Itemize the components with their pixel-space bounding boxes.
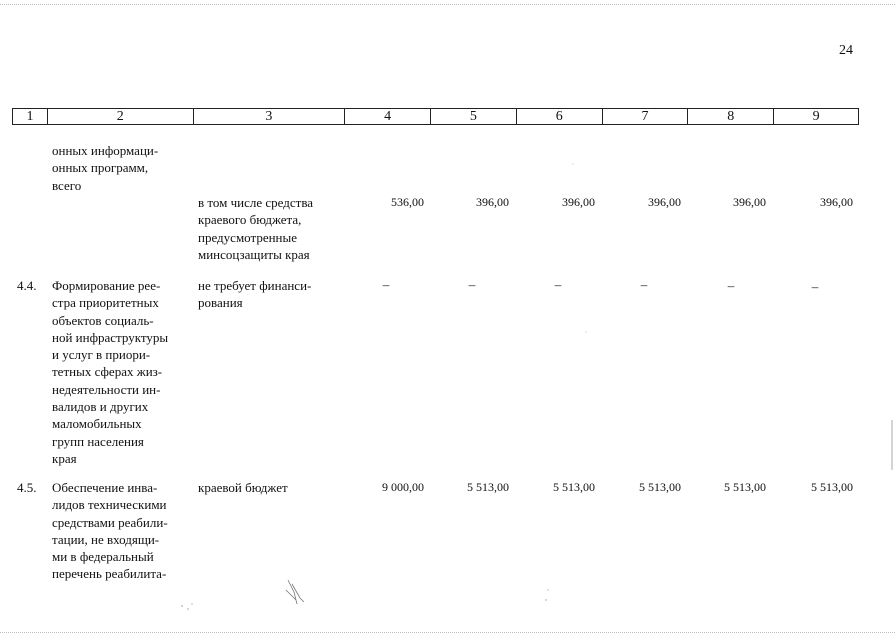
row-4-5-description-line: тации, не входящи- [52,531,160,547]
row-number-4-4: 4.4. [17,278,37,293]
row-1-description-line: онных информаци- [52,143,159,158]
row-4-4-description-line: Формирование рее- [52,278,161,293]
header-cell-5: 5 [431,109,517,124]
row-4-4-description-line: стра приоритетных [52,295,159,311]
row-4-4-description-line: тетных сферах жиз- [52,364,163,380]
header-cell-2: 2 [48,109,194,124]
row-4-4-description-line: недеятельности ин- [52,381,161,397]
row-1-description-line: всего [52,177,82,193]
speckles [181,164,586,610]
row-4-5-description-line: ми в федеральный [52,549,154,565]
row-1-value-col7: 396,00 [648,195,681,209]
row-4-4-description-line: ной инфраструктуры [52,329,169,345]
row-1-value-col6: 396,00 [562,195,595,209]
header-cell-3: 3 [194,109,346,124]
row-4-4-description-line: групп населения [52,433,144,449]
header-cell-1: 1 [13,109,48,124]
row-4-5-description-line: Обеспечение инва- [52,480,158,495]
row-1-funding-line: минсоцзащиты края [198,246,310,262]
row-4-5-value-col6: 5 513,00 [553,480,595,494]
row-1-value-col5: 396,00 [476,195,509,209]
row-4-5-value-col9: 5 513,00 [811,480,853,494]
header-cell-4: 4 [345,109,431,124]
row-4-5-description-line: перечень реабилита- [52,566,167,582]
header-cell-7: 7 [603,109,689,124]
row-4-5-value-col7: 5 513,00 [639,480,681,494]
pen-mark [286,580,304,604]
row-1-value-col9: 396,00 [820,195,853,209]
row-4-5-description-line: лидов техническими [52,497,167,513]
row-4-4-value-col6: – [554,277,562,292]
row-1-funding-line: в том числе средства [198,195,314,210]
row-4-4-description-line: валидов и других [52,399,149,415]
page-number: 24 [839,43,853,58]
row-4-5-value-col8: 5 513,00 [724,480,766,494]
row-4-4-value-col9: – [811,279,819,294]
row-4-5-value-col4: 9 000,00 [382,480,424,494]
row-4-4-value-col5: – [468,277,476,292]
row-4-4-description-line: объектов социаль- [52,312,154,328]
row-4-4-value-col8: – [727,278,735,293]
header-cell-8: 8 [688,109,774,124]
row-1-value-col8: 396,00 [733,195,766,209]
row-4-4-value-col7: – [640,277,648,292]
row-4-5-value-col5: 5 513,00 [467,480,509,494]
row-4-4-value-col4: – [382,277,390,292]
row-4-4-description-line: и услуг в приори- [52,347,151,363]
row-4-5-description-line: средствами реабили- [52,514,168,530]
header-cell-9: 9 [812,109,820,124]
row-4-4-funding-line: рования [198,295,243,311]
row-1-funding-line: предусмотренные [198,229,298,245]
row-1-value-col4: 536,00 [391,195,424,209]
row-4-4-funding-line: не требует финанси- [198,278,312,293]
row-1-funding-line: краевого бюджета, [198,212,302,228]
row-4-4-description-line: края [52,450,77,466]
row-number-4-5: 4.5. [17,480,37,495]
row-1-description-line: онных программ, [52,160,149,176]
row-4-4-description-line: маломобильных [52,416,142,432]
header-cell-6: 6 [517,109,603,124]
row-4-5-funding-line: краевой бюджет [198,480,288,495]
